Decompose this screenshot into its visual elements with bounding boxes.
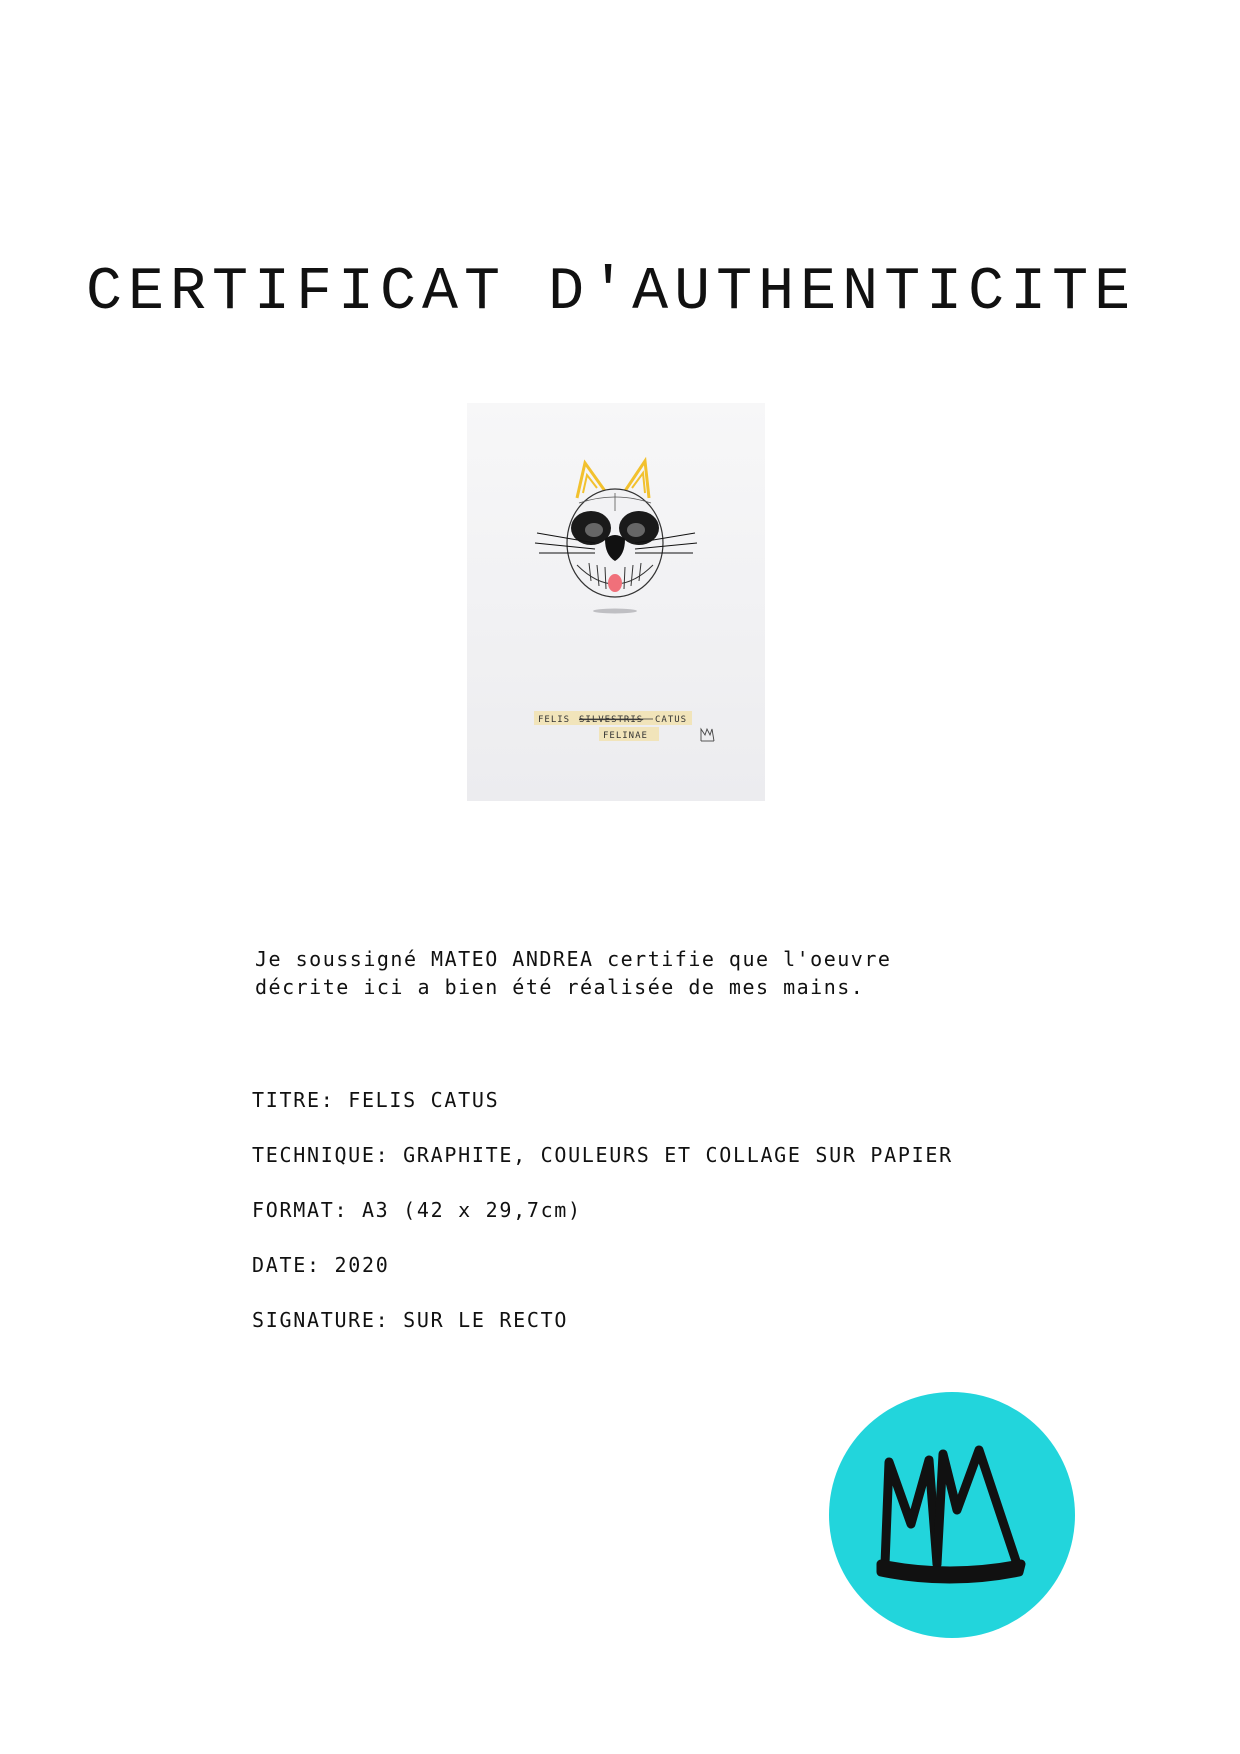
artwork-label-line2: FELINAE — [603, 731, 648, 741]
certification-statement — [255, 945, 891, 1001]
certificate-title: CERTIFICAT D'AUTHENTICITE — [86, 259, 1137, 327]
detail-value: A3 (42 x 29,7cm) — [361, 1198, 582, 1222]
artwork-photo — [467, 403, 765, 801]
detail-row-title — [252, 1088, 953, 1143]
detail-label: SIGNATURE: — [252, 1308, 390, 1332]
detail-value: GRAPHITE, COULEURS ET COLLAGE SUR PAPIER — [403, 1143, 953, 1167]
detail-row-format — [252, 1198, 953, 1253]
artwork-label-line1-start: FELIS — [538, 715, 571, 725]
detail-value: FELIS CATUS — [348, 1088, 500, 1112]
artwork-label — [534, 711, 692, 741]
detail-label: TITRE: — [252, 1088, 335, 1112]
detail-label: FORMAT: — [252, 1198, 349, 1222]
detail-row-signature — [252, 1308, 953, 1363]
detail-value: 2020 — [334, 1253, 390, 1277]
detail-label: DATE: — [252, 1253, 321, 1277]
artwork-label-line1-end: CATUS — [655, 715, 688, 725]
artist-logo — [829, 1392, 1075, 1638]
artwork-label-line1-struck: SILVESTRIS — [579, 715, 644, 725]
artwork-signature-mark — [701, 729, 714, 741]
statement-line-2: décrite ici a bien été réalisée de mes mains. — [255, 975, 865, 999]
detail-row-technique — [252, 1143, 953, 1198]
cat-skull-drawing — [535, 461, 697, 614]
ma-monogram-icon — [829, 1392, 1075, 1638]
detail-label: TECHNIQUE: — [252, 1143, 390, 1167]
detail-value: SUR LE RECTO — [403, 1308, 569, 1332]
statement-line-1: Je soussigné MATEO ANDREA certifie que l'oeuvre — [255, 947, 892, 971]
detail-row-date — [252, 1253, 953, 1308]
artwork-details — [252, 1088, 953, 1363]
